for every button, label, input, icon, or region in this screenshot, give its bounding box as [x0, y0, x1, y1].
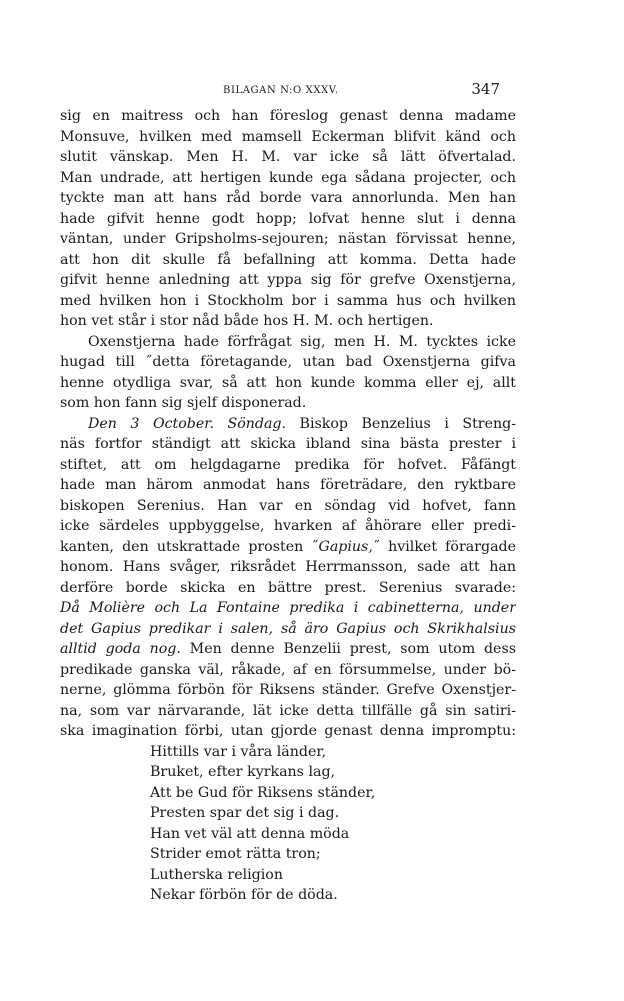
italic-text: alltid goda nog.: [60, 641, 181, 657]
line-text: sig en maitress och han föreslog genast denna madame: [60, 108, 516, 124]
line-text: hugad till ˝detta företagande, utan bad Oxenstjerna gifva: [60, 354, 516, 370]
line-text: na, som var närvarande, lät icke detta tillfälle gå sin satiri-: [60, 702, 516, 719]
text-line: [60, 578, 516, 599]
text-line: [60, 701, 516, 722]
verse-line: [60, 783, 516, 804]
line-text: Presten spar det sig i dag.: [150, 805, 340, 821]
line-text: nerne, glömma förbön för Riksens ständer. Grefve Oxenstjer-: [60, 682, 516, 698]
text-line: [60, 537, 516, 558]
line-text: som hon fann sig sjelf disponerad.: [60, 395, 307, 411]
line-text: honom. Hans svåger, riksrådet Herrmansson, sade att han: [60, 559, 516, 575]
text-line: [60, 496, 516, 517]
text-line: [60, 516, 516, 537]
page-number: 347: [471, 80, 500, 98]
verse-line: [60, 865, 516, 886]
text-line: [60, 209, 516, 230]
text-line: [60, 598, 516, 619]
italic-text: Den 3 October. Söndag.: [88, 415, 287, 432]
line-text: Strider emot rätta tron;: [150, 846, 321, 862]
text-line: [60, 250, 516, 271]
line-text: Biskop Benzelius i Streng-: [286, 415, 516, 432]
text-line: [60, 106, 516, 127]
line-text: slutit vänskap. Men H. M. var icke så lätt öfvertalad.: [60, 149, 516, 165]
text-line: [60, 721, 516, 742]
line-text: med hvilken hon i Stockholm bor i samma hus och hvilken: [60, 292, 516, 309]
text-line: [60, 660, 516, 681]
line-text: hade man härom anmodat hans företrädare, den ryktbare: [60, 477, 516, 493]
text-line: [60, 455, 516, 476]
line-text: Man undrade, att hertigen kunde ega sådana projecter, och: [60, 169, 516, 186]
text-line: [60, 414, 516, 435]
line-text: kanten, den utskrattade prosten ˝: [60, 538, 319, 555]
line-text: Hittills var i våra länder,: [150, 743, 327, 760]
text-line: [60, 393, 516, 414]
text-line: [60, 680, 516, 701]
text-line: [60, 475, 516, 496]
running-header: [60, 80, 500, 100]
text-line: [60, 188, 516, 209]
text-line: [60, 229, 516, 250]
line-text: ska imagination förbi, utan gjorde genast denna impromptu:: [60, 723, 516, 739]
text-line: [60, 127, 516, 148]
line-text: näs fortfor ständigt att skicka ibland sina bästa prester i: [60, 436, 516, 452]
verse-line: [60, 742, 516, 763]
verse-line: [60, 824, 516, 845]
body-text: [60, 106, 516, 906]
verse-line: [60, 803, 516, 824]
line-text: Bruket, efter kyrkans lag,: [150, 764, 336, 780]
line-text: hade gifvit henne godt hopp; lofvat henne slut i denna: [60, 210, 516, 227]
text-line: [60, 557, 516, 578]
running-title: BILAGAN N:O XXXV.: [223, 85, 339, 96]
verse-line: [60, 844, 516, 865]
verse-line: [60, 885, 516, 906]
text-line: [60, 434, 516, 455]
text-line: [60, 619, 516, 640]
line-text: att hon dit skulle få befallning att komma. Detta hade: [60, 251, 516, 268]
line-text: Nekar förbön för de döda.: [150, 887, 338, 903]
italic-text: Då Molière och La Fontaine predika i cabinetterna, under: [60, 600, 516, 616]
line-text: tyckte man att hans råd borde vara annorlunda. Men han: [60, 190, 516, 206]
line-text: Oxenstjerna hade förfrågat sig, men H. M. tycktes icke: [88, 333, 516, 350]
text-line: [60, 147, 516, 168]
line-text: henne otydliga svar, så att hon kunde komma eller ej, allt: [60, 374, 516, 391]
text-line: [60, 270, 516, 291]
line-text: hon vet står i stor nåd både hos H. M. och hertigen.: [60, 313, 434, 329]
line-text: ˝ hvilket förargade: [372, 538, 516, 555]
line-text: Han vet väl att denna möda: [150, 825, 350, 842]
text-line: [60, 332, 516, 353]
line-text: predikade ganska väl, råkade, af en försummelse, under bö-: [60, 661, 516, 678]
verse-line: [60, 762, 516, 783]
line-text: Lutherska religion: [150, 866, 283, 883]
text-line: [60, 168, 516, 189]
line-text: Monsuve, hvilken med mamsell Eckerman blifvit känd och: [60, 128, 516, 145]
line-text: derföre borde skicka en bättre prest. Serenius svarade:: [60, 579, 516, 596]
line-text: väntan, under Gripsholms-sejouren; nästan förvissat henne,: [60, 231, 516, 247]
text-line: [60, 352, 516, 373]
line-text: biskopen Serenius. Han var en söndag vid hofvet, fann: [60, 497, 516, 514]
italic-text: det Gapius predikar i salen, så äro Gapius och Skrikhalsius: [60, 620, 516, 637]
line-text: Men denne Benzelii prest, som utom dess: [180, 641, 516, 657]
text-line: [60, 639, 516, 660]
line-text: icke särdeles uppbyggelse, hvarken af åhörare eller predi-: [60, 518, 516, 534]
line-text: Att be Gud för Riksens ständer,: [150, 784, 376, 801]
line-text: stiftet, att om helgdagarne predika för hofvet. Fåfängt: [60, 456, 516, 473]
text-line: [60, 311, 516, 332]
italic-text: Gapius,: [318, 538, 373, 555]
text-line: [60, 373, 516, 394]
line-text: gifvit henne anledning att yppa sig för grefve Oxenstjerna,: [60, 272, 516, 288]
text-line: [60, 291, 516, 312]
